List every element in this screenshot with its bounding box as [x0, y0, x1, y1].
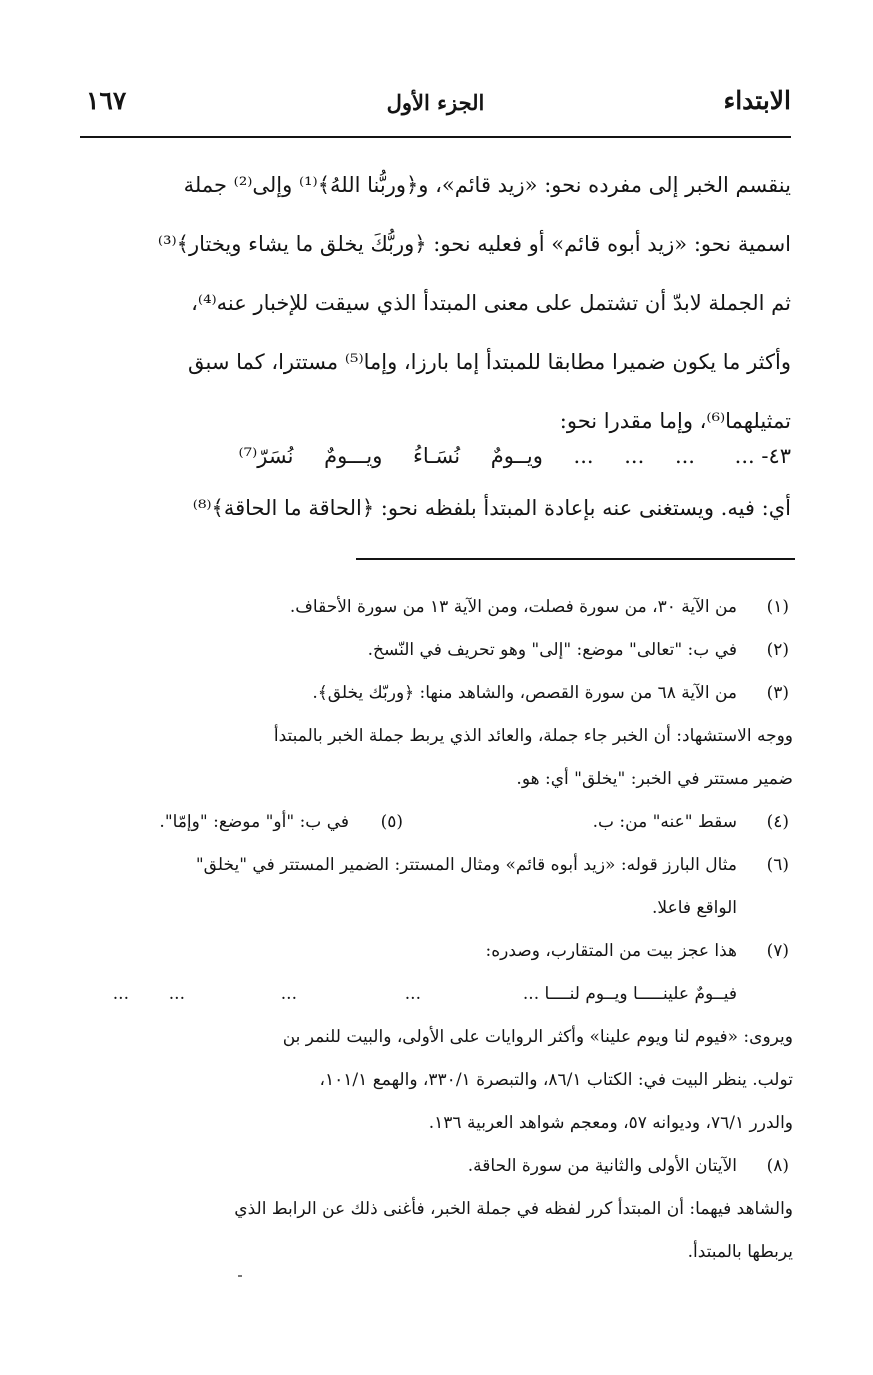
part-title: الجزء الأول — [386, 90, 485, 115]
main-line-5: تمثيلهما⁽⁶⁾، وإما مقدرا نحو: — [559, 409, 791, 433]
main-line-4: وأكثر ما يكون ضميرا مطابقا للمبتدأ إما بارزا، وإما⁽⁵⁾ مستترا، كما سبق — [187, 350, 791, 374]
chapter-title: الابتداء — [723, 86, 791, 115]
footnote-number: (٣) — [766, 683, 789, 703]
footnote-3-continuation: ضمير مستتر في الخبر: "يخلق" أي: هو. — [516, 769, 793, 789]
footnote-number: (٢) — [766, 640, 789, 660]
footnote-7-continuation: تولب. ينظر البيت في: الكتاب ٨٦/١، والتبصرة ٣٣٠/١، والهمع ١٠١/١، — [319, 1070, 793, 1090]
page-header — [80, 80, 791, 126]
main-line-2: اسمية نحو: «زيد أبوه قائم» أو فعليه نحو: ﴿وربُّكَ يخلق ما يشاء ويختار﴾⁽³⁾ — [157, 232, 791, 256]
poem-ellipsis: ... — [404, 984, 421, 1004]
footnote-5-text: في ب: "أو" موضع: "وإمّا". — [159, 812, 349, 832]
poem-ellipsis: ... — [112, 984, 129, 1004]
main-line-1: ينقسم الخبر إلى مفرده نحو: «زيد قائم»، و﴿وربُّنا اللهُ﴾⁽¹⁾ وإلى⁽²⁾ جملة — [183, 173, 791, 197]
main-line-after-verse: أي: فيه. ويستغنى عنه بإعادة المبتدأ بلفظه نحو: ﴿الحاقة ما الحاقة﴾⁽⁸⁾ — [192, 496, 791, 520]
footnote-3-continuation: ووجه الاستشهاد: أن الخبر جاء جملة، والعائد الذي يربط جملة الخبر بالمبتدأ — [273, 726, 793, 746]
footnote-6 — [86, 844, 793, 887]
poem-ellipsis: ... — [168, 984, 185, 1004]
footnote-number: (٦) — [766, 855, 789, 875]
footnote-number: (٥) — [380, 812, 403, 832]
footnote-text: مثال البارز قوله: «زيد أبوه قائم» ومثال المستتر: الضمير المستتر في "يخلق" — [195, 855, 737, 875]
footnote-text: في ب: "تعالى" موضع: "إلى" وهو تحريف في النّسخ. — [367, 640, 737, 660]
footnote-4-text: سقط "عنه" من: ب. — [592, 812, 737, 832]
footnote-text: هذا عجز بيت من المتقارب، وصدره: — [485, 941, 737, 961]
footnote-7-continuation: والدرر ٧٦/١، وديوانه ٥٧، ومعجم شواهد العربية ١٣٦. — [428, 1113, 793, 1133]
footnote-7 — [86, 930, 793, 973]
footnote-8-continuation: والشاهد فيهما: أن المبتدأ كرر لفظه في جملة الخبر، فأغنى ذلك عن الرابط الذي — [234, 1199, 793, 1219]
footnote-7-poem — [86, 973, 793, 1016]
footnote-divider — [356, 558, 795, 560]
main-line-3: ثم الجملة لابدّ أن تشتمل على معنى المبتدأ الذي سيقت للإخبار عنه⁽⁴⁾، — [191, 291, 791, 315]
footnote-number: (٤) — [766, 812, 789, 832]
footnotes-4-5 — [86, 801, 793, 844]
poetry-verse — [96, 436, 791, 480]
footnote-3 — [86, 672, 793, 715]
main-text-continued — [92, 486, 791, 530]
footnote-8 — [86, 1145, 793, 1188]
footnote-number: (١) — [766, 597, 789, 617]
verse-number: ٤٣- ... — [734, 444, 791, 468]
footnote-text: الآيتان الأولى والثانية من سورة الحاقة. — [467, 1156, 737, 1176]
footnote-1 — [86, 586, 793, 629]
print-speck — [238, 1275, 242, 1277]
page-number: ١٦٧ — [86, 86, 127, 115]
header-divider — [80, 136, 791, 138]
footnote-2 — [86, 629, 793, 672]
footnote-text: من الآية ٦٨ من سورة القصص، والشاهد منها: ﴿وربّك يخلق﴾. — [312, 683, 737, 703]
poem-hemistich: فيــومٌ علينـــــا ويــوم لنــــا ... — [522, 984, 737, 1004]
main-text — [92, 156, 791, 451]
footnote-number: (٧) — [766, 941, 789, 961]
footnote-text: من الآية ٣٠، من سورة فصلت، ومن الآية ١٣ من سورة الأحقاف. — [289, 597, 737, 617]
footnotes — [86, 586, 793, 1274]
footnote-7-continuation: ويروى: «فيوم لنا ويوم علينا» وأكثر الروايات على الأولى، والبيت للنمر بن — [282, 1027, 793, 1047]
verse-text: ... ... ... ويــومٌ نُسَـاءُ ويـــومٌ نُسَرّ⁽⁷⁾ — [238, 444, 695, 468]
footnote-number: (٨) — [766, 1156, 789, 1176]
footnote-8-continuation: يربطها بالمبتدأ. — [687, 1242, 793, 1262]
poem-ellipsis: ... — [280, 984, 297, 1004]
footnote-6-continuation: الواقع فاعلا. — [652, 898, 737, 918]
